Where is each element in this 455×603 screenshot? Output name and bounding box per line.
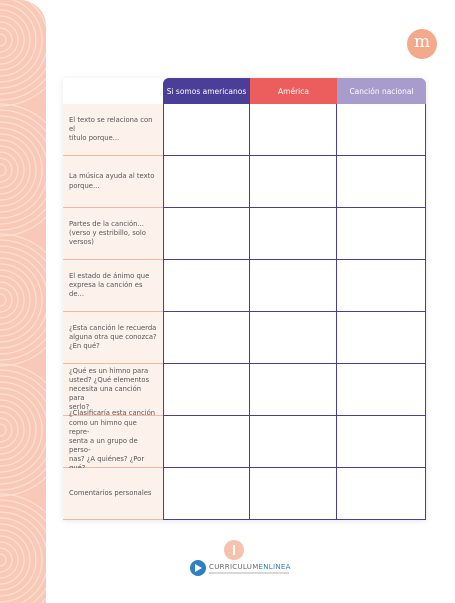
decorative-arc bbox=[0, 22, 18, 58]
row-label-text bbox=[69, 272, 157, 300]
answer-cell[interactable] bbox=[163, 364, 250, 416]
row-label bbox=[63, 156, 163, 208]
decorative-arc bbox=[0, 554, 6, 566]
row-label-line: ¿Qué es un himno para bbox=[69, 366, 149, 375]
decorative-arc bbox=[0, 152, 18, 188]
decorative-arc bbox=[0, 246, 46, 354]
play-icon bbox=[190, 560, 206, 576]
table-row bbox=[63, 156, 426, 208]
decorative-arc bbox=[0, 494, 46, 603]
page-marker bbox=[224, 540, 244, 560]
row-label-line: senta a un grupo de perso- bbox=[69, 436, 138, 455]
decorative-arc bbox=[0, 424, 6, 436]
page-marker-bar bbox=[233, 545, 235, 555]
row-label-line: El texto se relaciona con el bbox=[69, 115, 153, 133]
table-row bbox=[63, 208, 426, 260]
row-label-line: usted? ¿Qué elementos bbox=[69, 375, 150, 384]
row-label bbox=[63, 364, 163, 416]
row-label-line: título porque... bbox=[69, 134, 120, 143]
table-row bbox=[63, 104, 426, 156]
answer-cell[interactable] bbox=[163, 208, 250, 260]
decorative-arc bbox=[0, 376, 46, 484]
row-label bbox=[63, 260, 163, 312]
decorative-arc bbox=[0, 34, 6, 46]
decorative-arc bbox=[0, 282, 18, 318]
footer-brand-text bbox=[209, 563, 291, 571]
row-label-line: necesita una canción para bbox=[69, 384, 142, 403]
decorative-arc bbox=[0, 10, 30, 70]
answer-cell[interactable] bbox=[250, 312, 337, 364]
row-label-line: ¿Esta canción le recuerda bbox=[69, 323, 157, 332]
row-label bbox=[63, 312, 163, 364]
row-label bbox=[63, 409, 163, 468]
decorative-arc bbox=[0, 164, 6, 176]
answer-cell[interactable] bbox=[337, 416, 426, 468]
table-row bbox=[63, 468, 426, 520]
answer-cell[interactable] bbox=[163, 156, 250, 208]
decorative-arc bbox=[0, 122, 46, 218]
answer-cell[interactable] bbox=[337, 364, 426, 416]
answer-cell[interactable] bbox=[250, 468, 337, 520]
row-label-line: (verso y estribillo, solo bbox=[69, 228, 146, 237]
decorative-arc bbox=[0, 0, 46, 106]
row-label-line: alguna otra que conozca? bbox=[69, 332, 157, 341]
decorative-arc bbox=[0, 294, 6, 306]
brand-logo bbox=[407, 29, 437, 59]
footer-brand-tagline-bar bbox=[209, 572, 289, 574]
table-row bbox=[63, 409, 426, 468]
answer-cell[interactable] bbox=[337, 312, 426, 364]
answer-cell[interactable] bbox=[250, 260, 337, 312]
answer-cell[interactable] bbox=[337, 156, 426, 208]
row-label-line: versos) bbox=[69, 238, 94, 247]
comparison-table bbox=[63, 78, 426, 521]
decorative-side-band bbox=[0, 0, 46, 603]
header-cell: América bbox=[250, 78, 337, 104]
row-label-line: como un himno que repre- bbox=[69, 418, 137, 436]
answer-cell[interactable] bbox=[250, 104, 337, 156]
decorative-arc bbox=[0, 140, 30, 200]
row-label-line: Partes de la canción... bbox=[69, 219, 144, 228]
row-label-text bbox=[69, 324, 157, 352]
table-row bbox=[63, 312, 426, 364]
row-label-line: Comentarios personales bbox=[69, 488, 152, 497]
table-row bbox=[63, 364, 426, 416]
row-label-line: ¿En qué? bbox=[69, 342, 100, 351]
answer-cell[interactable] bbox=[250, 364, 337, 416]
answer-cell[interactable] bbox=[337, 468, 426, 520]
row-label-text bbox=[69, 116, 157, 144]
row-label-text bbox=[69, 220, 146, 248]
row-label-text bbox=[69, 367, 157, 413]
decorative-arc bbox=[0, 382, 46, 478]
row-label-text bbox=[69, 489, 151, 498]
row-label-line: porque... bbox=[69, 181, 100, 190]
header-cell: Si somos americanos bbox=[163, 78, 250, 104]
answer-cell[interactable] bbox=[163, 416, 250, 468]
table-row bbox=[63, 260, 426, 312]
decorative-arc bbox=[0, 252, 46, 348]
answer-cell[interactable] bbox=[337, 104, 426, 156]
answer-cell[interactable] bbox=[250, 416, 337, 468]
row-label-text bbox=[69, 409, 157, 473]
answer-cell[interactable] bbox=[337, 260, 426, 312]
row-label-text bbox=[69, 172, 154, 190]
row-label bbox=[63, 208, 163, 260]
concentric-arcs-pattern bbox=[0, 0, 46, 603]
row-label bbox=[63, 104, 163, 156]
answer-cell[interactable] bbox=[163, 312, 250, 364]
row-label-line: expresa la canción es de... bbox=[69, 280, 143, 299]
answer-cell[interactable] bbox=[163, 104, 250, 156]
answer-cell[interactable] bbox=[250, 208, 337, 260]
table-header-row bbox=[63, 78, 426, 104]
row-label bbox=[63, 468, 163, 520]
row-label-line: La música ayuda al texto bbox=[69, 172, 155, 181]
decorative-arc bbox=[0, 412, 18, 448]
answer-cell[interactable] bbox=[163, 468, 250, 520]
decorative-arc bbox=[0, 270, 30, 330]
footer-brand-main: CURRICULUM bbox=[209, 563, 259, 571]
decorative-arc bbox=[0, 400, 30, 460]
answer-cell[interactable] bbox=[250, 156, 337, 208]
row-label-line: El estado de ánimo que bbox=[69, 271, 150, 280]
answer-cell[interactable] bbox=[163, 260, 250, 312]
decorative-arc bbox=[0, 116, 46, 224]
row-label-line: ¿Clasificaría esta canción bbox=[69, 409, 156, 418]
brand-logo-letter: m bbox=[413, 32, 431, 52]
row-label-line: serlo? bbox=[69, 403, 90, 412]
decorative-arc bbox=[0, 530, 30, 590]
answer-cell[interactable] bbox=[337, 208, 426, 260]
decorative-arc bbox=[0, 542, 18, 578]
footer-brand-accent: ENLINEA bbox=[258, 563, 291, 571]
header-cell: Canción nacional bbox=[337, 78, 426, 104]
row-label-line: nas? ¿A quiénes? ¿Por bbox=[69, 455, 145, 464]
footer-brand bbox=[190, 560, 290, 580]
